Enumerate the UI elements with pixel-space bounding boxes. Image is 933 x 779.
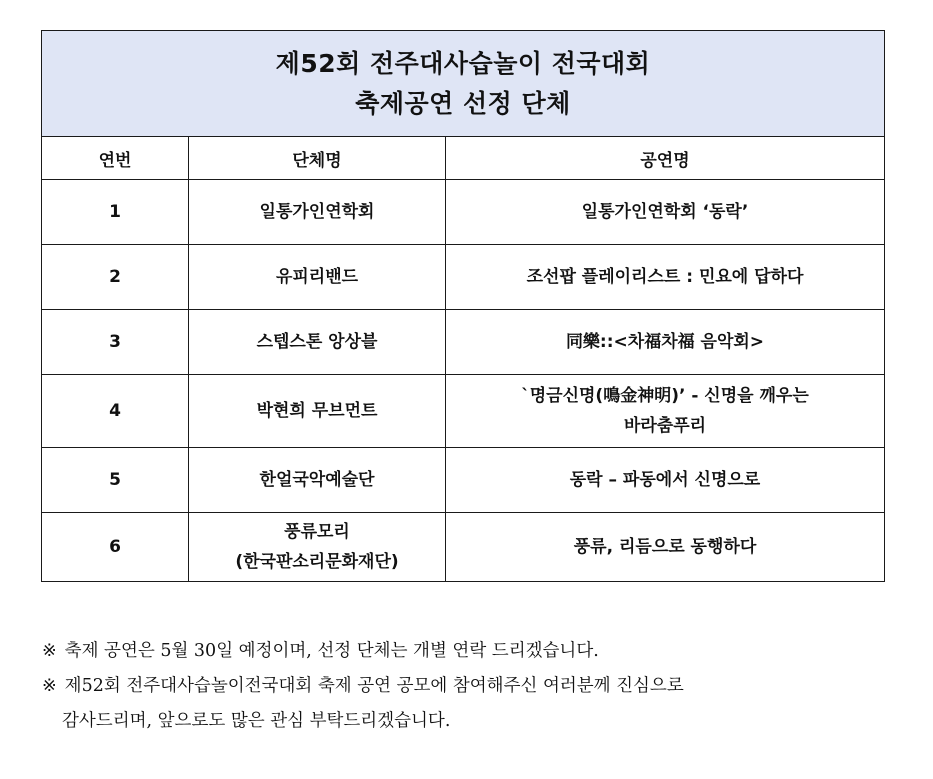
row-group-name: 유피리밴드 bbox=[189, 245, 446, 310]
table-row bbox=[42, 245, 885, 310]
row-performance-name bbox=[446, 375, 885, 448]
performance-line-2: 바라춤푸리 bbox=[623, 416, 707, 436]
row-performance-name: 일통가인연학회 ‘동락’ bbox=[446, 180, 885, 245]
row-performance-name: 풍류, 리듬으로 동행하다 bbox=[446, 513, 885, 582]
table-title bbox=[42, 31, 885, 137]
table-row bbox=[42, 513, 885, 582]
footnote-1 bbox=[42, 634, 902, 669]
reference-mark-icon: ※ bbox=[42, 676, 57, 696]
footnote-2 bbox=[42, 669, 902, 704]
row-performance-name: 동락 – 파동에서 신명으로 bbox=[446, 448, 885, 513]
row-group-name: 박현희 무브먼트 bbox=[189, 375, 446, 448]
footnote-1-text: 축제 공연은 5월 30일 예정이며, 선정 단체는 개별 연락 드리겠습니다. bbox=[64, 641, 599, 661]
footnote-2-continued bbox=[42, 704, 902, 739]
performance-line-1: `명금신명(鳴金神明)’ - 신명을 깨우는 bbox=[521, 386, 809, 406]
footnote-2-text-line-1: 제52회 전주대사습놀이전국대회 축제 공연 공모에 참여해주신 여러분께 진심으로 bbox=[64, 676, 684, 696]
header-performance-name: 공연명 bbox=[446, 137, 885, 180]
selection-table bbox=[41, 30, 885, 582]
header-row bbox=[42, 137, 885, 180]
table-row bbox=[42, 375, 885, 448]
row-group-name bbox=[189, 513, 446, 582]
footnotes bbox=[42, 634, 902, 739]
row-number: 1 bbox=[42, 180, 189, 245]
row-number: 2 bbox=[42, 245, 189, 310]
row-number: 5 bbox=[42, 448, 189, 513]
title-row bbox=[42, 31, 885, 137]
table-row bbox=[42, 310, 885, 375]
table-row bbox=[42, 448, 885, 513]
row-group-name: 일통가인연학회 bbox=[189, 180, 446, 245]
reference-mark-icon: ※ bbox=[42, 641, 57, 661]
title-line-2: 축제공연 선정 단체 bbox=[355, 88, 571, 118]
footnote-2-text-line-2: 감사드리며, 앞으로도 많은 관심 부탁드리겠습니다. bbox=[62, 711, 451, 731]
group-name-line-1: 풍류모리 bbox=[284, 522, 350, 542]
selection-table-container bbox=[41, 30, 884, 582]
row-number: 3 bbox=[42, 310, 189, 375]
title-line-1: 제52회 전주대사습놀이 전국대회 bbox=[275, 48, 651, 78]
header-group-name: 단체명 bbox=[189, 137, 446, 180]
row-number: 4 bbox=[42, 375, 189, 448]
group-name-line-2: (한국판소리문화재단) bbox=[235, 552, 399, 572]
table-row bbox=[42, 180, 885, 245]
row-group-name: 한얼국악예술단 bbox=[189, 448, 446, 513]
row-performance-name: 조선팝 플레이리스트 : 민요에 답하다 bbox=[446, 245, 885, 310]
row-group-name: 스텝스톤 앙상블 bbox=[189, 310, 446, 375]
row-performance-name: 同樂::<차福차福 음악회> bbox=[446, 310, 885, 375]
header-number: 연번 bbox=[42, 137, 189, 180]
row-number: 6 bbox=[42, 513, 189, 582]
